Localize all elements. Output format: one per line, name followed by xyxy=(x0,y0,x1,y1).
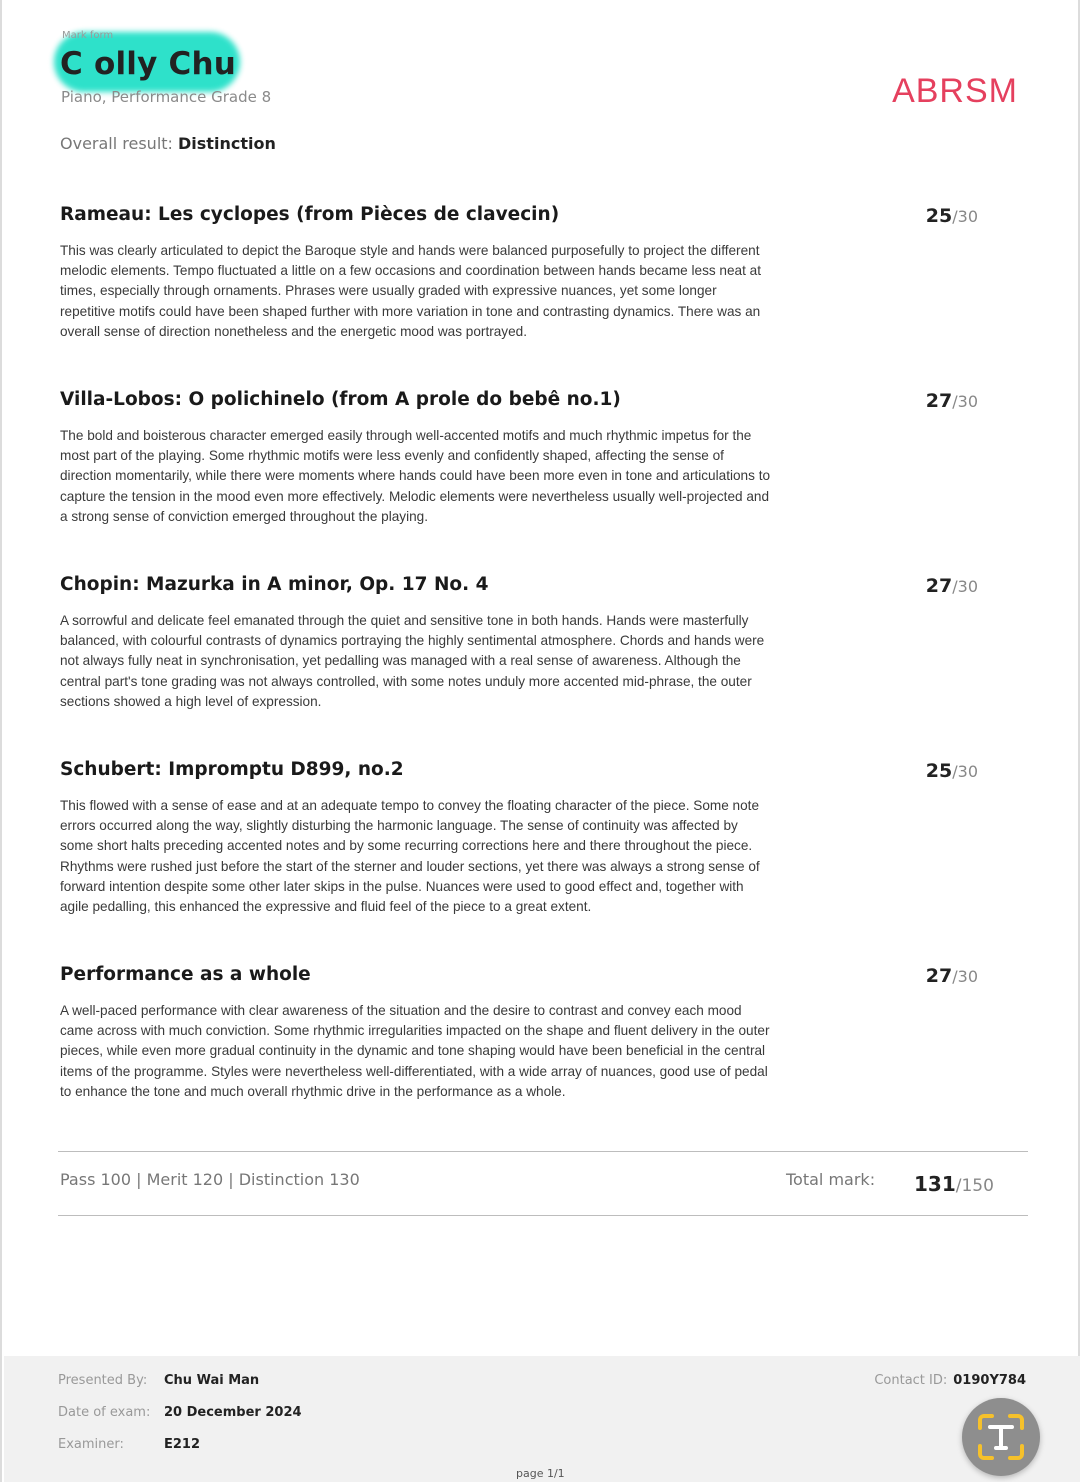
score-value: 27 xyxy=(925,390,953,412)
score-value: 27 xyxy=(925,965,953,987)
page-number: page 1/1 xyxy=(516,1467,565,1480)
overall-result-value: Distinction xyxy=(178,134,276,153)
section-villa-lobos xyxy=(60,389,990,527)
section-comment: A well-paced performance with clear awareness of the situation and the desire to contrast and convey each mood came across with much conviction. Some rhythmic irregularities impacted on the shape and fluent delivery in the outer pieces, while even more gradual continuity in the dynamic and tone shaping would have been beneficial in the central items of the programme. Styles were nevertheless well-differentiated, with a wide array of nuances, good use of pedal to enhance the tone and much overall rhythmic drive in the performance as a whole. xyxy=(60,1003,770,1099)
contact-id-label: Contact ID: xyxy=(874,1373,948,1388)
overall-result xyxy=(60,134,276,153)
total-score: 131 xyxy=(914,1172,956,1196)
section-score xyxy=(926,205,978,227)
total-out-of: /150 xyxy=(955,1176,994,1196)
score-value: 25 xyxy=(925,760,953,782)
score-out-of: /30 xyxy=(952,392,978,411)
score-value: 27 xyxy=(925,575,953,597)
examiner-row xyxy=(58,1437,200,1452)
section-comment: This was clearly articulated to depict the Baroque style and hands were balanced purposefully to project the different melodic elements. Tempo fluctuated a little on a few occasions and coordination between hands became less neat at times, especially through ornaments. Phrases were usually graded with expressive nuances, yet some longer repetitive motifs could have been shaped further with more variation in tone and contrasting dynamics. There was an overall sense of direction nonetheless and the energetic mood was portrayed. xyxy=(60,243,762,339)
divider-bottom xyxy=(58,1215,1028,1216)
examiner-value: E212 xyxy=(164,1437,201,1452)
section-title: Rameau: Les cyclopes (from Pièces de clavecin) xyxy=(60,204,560,225)
overall-result-label: Overall result: xyxy=(60,134,173,153)
section-title: Schubert: Impromptu D899, no.2 xyxy=(60,759,404,780)
total-mark-label: Total mark: xyxy=(786,1170,876,1189)
exam-date-row xyxy=(58,1405,302,1420)
total-mark-value xyxy=(914,1172,994,1196)
section-rameau xyxy=(60,204,990,342)
section-score xyxy=(926,965,978,987)
section-score xyxy=(926,760,978,782)
presented-by-value: Chu Wai Man xyxy=(164,1373,260,1388)
section-comment: A sorrowful and delicate feel emanated through the quiet and sensitive tone in both hands. Hands were masterfully balanced, with colourful contrasts of dynamics portraying the highly sentimental atmosphere. Chords and hands were not always fully neat in synchronisation, yet pedalling was managed with a real sense of awareness. Although the central part's tone grading was not always controlled, with some notes unduly more accented mid-phrase, the outer sections showed a high level of expression. xyxy=(60,613,765,709)
section-score xyxy=(926,575,978,597)
abrsm-logo: ABRSM xyxy=(892,72,1018,110)
section-schubert xyxy=(60,759,990,917)
contact-id-value: 0190Y784 xyxy=(953,1373,1026,1388)
header xyxy=(60,28,1040,128)
section-title: Performance as a whole xyxy=(60,964,311,985)
presented-by-row xyxy=(58,1373,259,1388)
section-performance-whole xyxy=(60,964,990,1102)
exam-date-label: Date of exam: xyxy=(58,1405,151,1420)
section-title: Villa-Lobos: O polichinelo (from A prole do bebê no.1) xyxy=(60,389,621,410)
grade-thresholds: Pass 100 | Merit 120 | Distinction 130 xyxy=(60,1170,360,1189)
divider-top xyxy=(58,1151,1028,1152)
mark-form-label: Mark form xyxy=(62,30,114,41)
examiner-label: Examiner: xyxy=(58,1437,124,1452)
candidate-name: C olly Chu xyxy=(60,46,236,82)
section-score xyxy=(926,390,978,412)
presented-by-label: Presented By: xyxy=(58,1373,148,1388)
contact-id xyxy=(874,1373,1026,1388)
score-out-of: /30 xyxy=(952,207,978,226)
section-title: Chopin: Mazurka in A minor, Op. 17 No. 4 xyxy=(60,574,489,595)
exam-date-value: 20 December 2024 xyxy=(164,1405,302,1420)
section-comment: The bold and boisterous character emerged easily through well-accented motifs and much rhythmic impetus for the most part of the playing. Some rhythmic motifs were less evenly and confidently shaped, affecting the sense of direction momentarily, while there were moments where hands could have been more even in tone and articulations to capture the tension in the mood even more effectively. Melodic elements were nevertheless usually well-projected and a strong sense of conviction emerged throughout the playing. xyxy=(60,428,771,524)
exam-grade: Piano, Performance Grade 8 xyxy=(61,88,272,106)
text-recognition-icon xyxy=(974,1410,1028,1464)
score-value: 25 xyxy=(925,205,953,227)
section-comment: This flowed with a sense of ease and at an adequate tempo to convey the floating character of the piece. Some note errors occurred along the way, slightly disturbing the harmonic language. The sense of continuity was affected by some short halts preceding accented notes and by some recurring corrections here and there throughout the piece. Rhythms were rushed just before the start of the sterner and louder sections, yet there was always a strong sense of forward intention despite some other later skips in the pulse. Nuances were used to good effect and, together with agile pedalling, this enhanced the expressive and fluid feel of the piece to a great extent. xyxy=(60,798,760,915)
score-out-of: /30 xyxy=(952,762,978,781)
footer xyxy=(4,1356,1080,1482)
text-scan-button[interactable] xyxy=(962,1398,1040,1476)
score-out-of: /30 xyxy=(952,577,978,596)
section-chopin xyxy=(60,574,990,712)
score-out-of: /30 xyxy=(952,967,978,986)
